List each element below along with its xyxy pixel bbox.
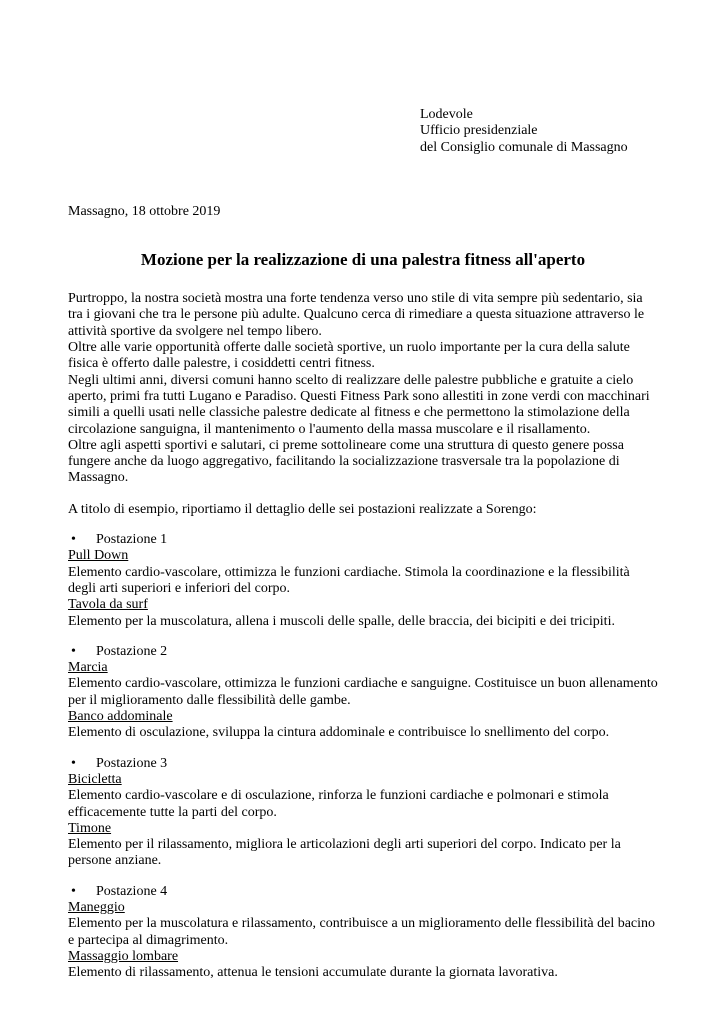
bullet-icon: • [71,532,76,548]
dateline: Massagno, 18 ottobre 2019 [68,203,221,219]
equipment-description: Elemento cardio-vascolare, ottimizza le funzioni cardiache e sanguigne. Costituisce un buon allenamento per il miglioramento dalle flessibilità delle gambe. [68,676,658,708]
stations-intro: A titolo di esempio, riportiamo il dettaglio delle sei postazioni realizzate a Sorengo: [68,501,537,517]
equipment-name-pull-down: Pull Down [68,548,129,564]
station-3 [68,756,658,870]
station-label: Postazione 1 [96,532,168,548]
station-4-heading [68,884,658,900]
station-4 [68,884,658,982]
equipment-description: Elemento cardio-vascolare, ottimizza le funzioni cardiache. Stimola la coordinazione e la flessibilità degli arti superiori e inferiori del corpo. [68,564,630,596]
equipment-description: Elemento per la muscolatura, allena i muscoli delle spalle, delle braccia, dei bicipiti e dei tricipiti. [68,613,615,629]
equipment-name-bicicletta: Bicicletta [68,771,122,787]
station-label: Postazione 4 [96,883,168,899]
equipment-description: Elemento cardio-vascolare e di osculazione, rinforza le funzioni cardiache e polmonari e stimola efficacemente tutte la parti del corpo. [68,788,609,820]
station-label: Postazione 2 [96,643,168,659]
equipment-description: Elemento per il rilassamento, migliora le articolazioni degli arti superiori del corpo. Indicato per la persone anziane. [68,837,621,869]
equipment-description: Elemento di osculazione, sviluppa la cintura addominale e contribuisce lo snellimento del corpo. [68,725,610,741]
paragraph-social-aspect: Oltre agli aspetti sportivi e salutari, ci preme sottolineare come una struttura di questo genere possa fungere anche da luogo aggregativo, facilitando la socializzazione trasversale tra la popolazione di Massagno. [68,437,624,486]
letterhead-line: Ufficio presidenziale [420,123,538,139]
letterhead [420,107,658,156]
paragraph-fitness-parks: Negli ultimi anni, diversi comuni hanno scelto di realizzare delle palestre pubbliche e gratuite a cielo aperto, primi fra tutti Lugano e Paradiso. Questi Fitness Park sono allestiti in zone verdi con macchinari simili a quelli usati nelle classiche palestre dedicate al fitness e che permettono la stimolazione della circolazione sanguigna, il mantenimento o l'aumento della massa muscolare e il risallamento. [68,372,650,437]
equipment-description: Elemento di rilassamento, attenua le tensioni accumulate durante la giornata lavorativa. [68,965,558,981]
station-2-heading [68,644,658,660]
station-2 [68,644,658,742]
bullet-icon: • [71,755,76,771]
letterhead-line: del Consiglio comunale di Massagno [420,139,628,155]
equipment-name-tavola-da-surf: Tavola da surf [68,597,148,613]
bullet-icon: • [71,643,76,659]
bullet-icon: • [71,883,76,899]
equipment-name-maneggio: Maneggio [68,899,125,915]
equipment-name-marcia: Marcia [68,660,108,676]
paragraph-fitness-centers: Oltre alle varie opportunità offerte dalle società sportive, un ruolo importante per la cura della salute fisica è offerto dalle palestre, i cosiddetti centri fitness. [68,340,630,372]
letterhead-line: Lodevole [420,107,473,122]
equipment-name-massaggio-lombare: Massaggio lombare [68,948,179,964]
station-label: Postazione 3 [96,755,168,771]
document-title: Mozione per la realizzazione di una palestra fitness all'aperto [140,250,586,270]
station-1 [68,532,658,630]
equipment-name-banco-addominale: Banco addominale [68,709,173,725]
equipment-description: Elemento per la muscolatura e rilassamento, contribuisce a un miglioramento delle flessibilità del bacino e partecipa al dimagrimento. [68,916,656,948]
station-1-heading [68,532,658,548]
station-3-heading [68,756,658,772]
paragraph-sedentary-lifestyle: Purtroppo, la nostra società mostra una forte tendenza verso uno stile di vita sempre più sedentario, sia tra i giovani che tra le persone più adulte. Qualcuno cerca di rimediare a questa situazione attraverso le attività sportive da svolgere nel tempo libero. [68,291,645,339]
body-paragraphs [68,291,658,487]
equipment-name-timone: Timone [68,820,112,836]
